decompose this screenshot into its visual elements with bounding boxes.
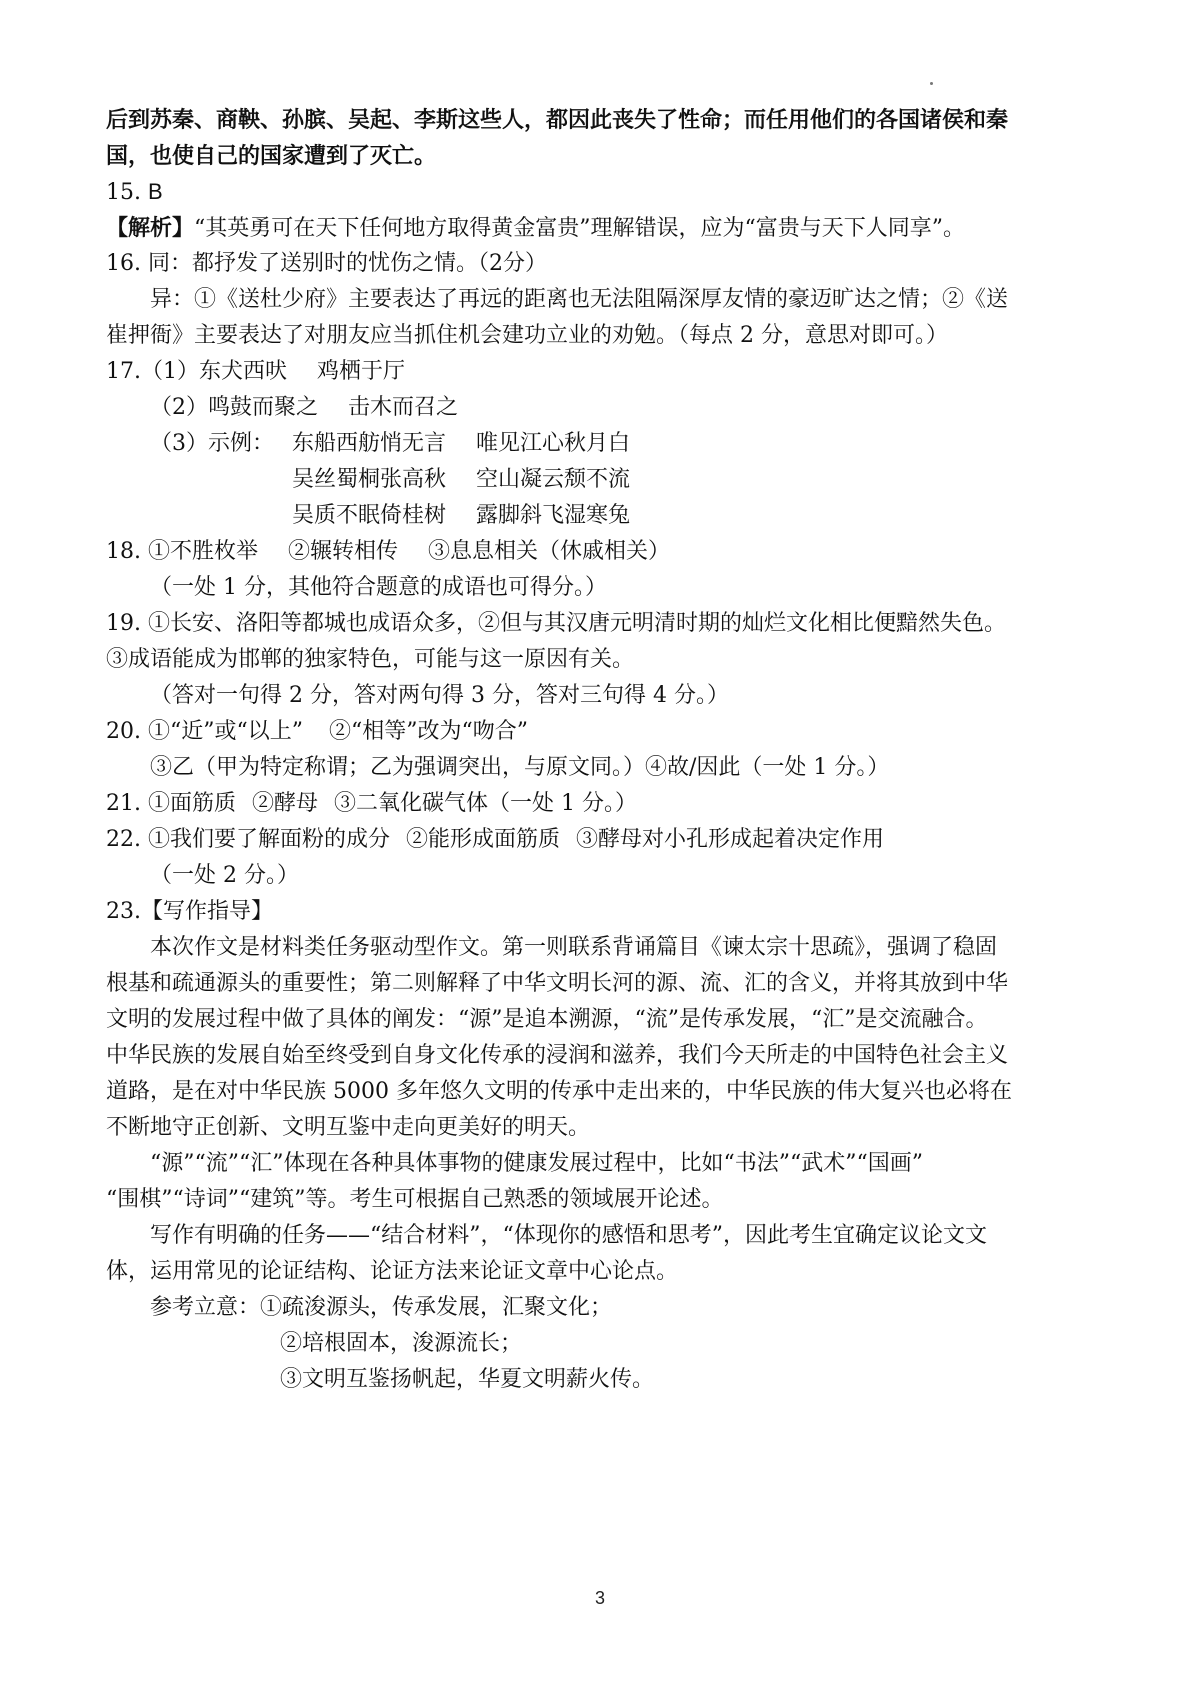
q19-note: （答对一句得 2 分，答对两句得 3 分，答对三句得 4 分。） xyxy=(150,683,729,708)
q17-example-a: 东船西舫悄无言 xyxy=(292,431,447,456)
paragraph-line: 不断地守正创新、文明互鉴中走向更美好的明天。 xyxy=(106,1115,591,1140)
q19-number: 19. xyxy=(106,611,141,636)
q17-item1-label: （1） xyxy=(141,359,199,384)
q22-c: ③酵母对小孔形成起着决定作用 xyxy=(576,827,885,852)
q17-example-row xyxy=(106,462,1106,498)
paragraph-line: 写作有明确的任务——“结合材料”，“体现你的感悟和思考”，因此考生宜确定议论文文 xyxy=(150,1223,987,1248)
q18-note: （一处 1 分，其他符合题意的成语也可得分。） xyxy=(150,575,607,600)
analysis-tag: 【解析】 xyxy=(106,215,195,241)
paragraph-line: 中华民族的发展自始至终受到自身文化传承的浸润和滋养，我们今天所走的中国特色社会主义 xyxy=(106,1043,1009,1068)
q20-line-1 xyxy=(106,714,1106,750)
q17-example-b: 唯见江心秋月白 xyxy=(476,431,631,456)
paragraph-line: 道路，是在对中华民族 5000 多年悠久文明的传承中走出来的，中华民族的伟大复兴也必将在 xyxy=(106,1079,1012,1104)
paragraph-line: “源”“流”“汇”体现在各种具体事物的健康发展过程中，比如“书法”“武术”“国画” xyxy=(150,1151,923,1176)
q21-answers xyxy=(106,786,1106,822)
q19-line1-text: ①长安、洛阳等都城也成语众多，②但与其汉唐元明清时期的灿烂文化相比便黯然失色。 xyxy=(148,611,1007,636)
q22-note: （一处 2 分。） xyxy=(150,863,299,888)
q17-example-a: 吴质不眠倚桂树 xyxy=(292,503,447,528)
q15-number: 15. xyxy=(106,180,141,205)
q23-reference xyxy=(106,1290,1106,1398)
paragraph-line: 体，运用常见的论证结构、论证方法来论证文章中心论点。 xyxy=(106,1259,679,1284)
q17-example-a: 吴丝蜀桐张高秋 xyxy=(292,467,447,492)
q17-example-row xyxy=(106,498,1106,534)
q21-number: 21. xyxy=(106,791,141,816)
q16-diff-line-2: 崔押衙》主要表达了对朋友应当抓住机会建功立业的劝勉。（每点 2 分，意思对即可。） xyxy=(106,323,948,348)
document-body xyxy=(106,102,1106,1398)
continuation-line-1: 后到苏秦、商鞅、孙膑、吴起、李斯这些人，都因此丧失了性命；而任用他们的各国诸侯和秦 xyxy=(106,107,1009,133)
scan-dot xyxy=(930,82,933,85)
q23-paragraph-3 xyxy=(106,1218,1106,1290)
q21-c: ③二氧化碳气体（一处 1 分。） xyxy=(334,791,638,816)
q17-item-1 xyxy=(106,354,1106,390)
q15-answer xyxy=(106,174,1106,210)
q17-item1-b: 鸡栖于厅 xyxy=(317,359,406,384)
q16-same xyxy=(106,246,1106,282)
q17-example-b: 空山凝云颓不流 xyxy=(476,467,631,492)
q20-b: ②“相等”改为“吻合” xyxy=(329,719,528,744)
q20-number: 20. xyxy=(106,719,141,744)
q22-number: 22. xyxy=(106,827,141,852)
reference-row xyxy=(106,1290,1106,1326)
q17-item3-label: （3）示例： xyxy=(150,431,274,456)
q17-item2-b: 击木而召之 xyxy=(348,395,459,420)
reference-label: 参考立意： xyxy=(150,1295,261,1320)
q20-a: ①“近”或“以上” xyxy=(148,719,303,744)
q16-same-text: 同：都抒发了送别时的忧伤之情。（2分） xyxy=(148,251,547,276)
q18-a: ①不胜枚举 xyxy=(148,539,259,564)
q18-number: 18. xyxy=(106,539,141,564)
paragraph-line: 文明的发展过程中做了具体的阐发：“源”是追本溯源，“流”是传承发展，“汇”是交流融合。 xyxy=(106,1007,988,1032)
paragraph-line: “围棋”“诗词”“建筑”等。考生可根据自己熟悉的领域展开论述。 xyxy=(106,1187,724,1212)
q17-number: 17. xyxy=(106,359,141,384)
q17-example-b: 露脚斜飞湿寒兔 xyxy=(476,503,631,528)
q23-heading xyxy=(106,894,1106,930)
q19-line-1 xyxy=(106,606,1106,642)
reference-item: ②培根固本，浚源流长； xyxy=(280,1331,523,1356)
q17-item2-label: （2） xyxy=(150,395,208,420)
q23-number: 23. xyxy=(106,899,141,924)
q21-b: ②酵母 xyxy=(252,791,319,816)
q23-heading-text: 【写作指导】 xyxy=(141,899,274,924)
reference-item: ①疏浚源头，传承发展，汇聚文化； xyxy=(260,1295,613,1320)
q19-line-2: ③成语能成为邯郸的独家特色，可能与这一原因有关。 xyxy=(106,647,635,672)
q17-item-2 xyxy=(106,390,1106,426)
page-number: 3 xyxy=(594,1588,605,1608)
q23-paragraph-2 xyxy=(106,1146,1106,1218)
q16-diff-line-1: 异：①《送杜少府》主要表达了再远的距离也无法阻隔深厚友情的豪迈旷达之情；②《送 xyxy=(150,287,1009,312)
continuation-line-2: 国，也使自己的国家遭到了灭亡。 xyxy=(106,143,437,169)
reference-item: ③文明互鉴扬帆起，华夏文明薪火传。 xyxy=(280,1367,655,1392)
paragraph-line: 本次作文是材料类任务驱动型作文。第一则联系背诵篇目《谏太宗十思疏》，强调了稳固 xyxy=(150,935,998,960)
q23-paragraph-1 xyxy=(106,930,1106,1146)
q15-choice: B xyxy=(148,179,163,204)
q15-analysis xyxy=(106,210,1106,246)
q18-b: ②辗转相传 xyxy=(288,539,399,564)
q17-item-3 xyxy=(106,426,1106,462)
q16-number: 16. xyxy=(106,251,141,276)
paragraph-line: 根基和疏通源头的重要性；第二则解释了中华文明长河的源、流、汇的含义，并将其放到中华 xyxy=(106,971,1009,996)
q22-answers xyxy=(106,822,1106,858)
q20-line-2: ③乙（甲为特定称谓；乙为强调突出，与原文同。）④故/因此（一处 1 分。） xyxy=(150,755,890,780)
q21-a: ①面筋质 xyxy=(148,791,237,816)
q18-answers xyxy=(106,534,1106,570)
q22-a: ①我们要了解面粉的成分 xyxy=(148,827,391,852)
q15-analysis-text: “其英勇可在天下任何地方取得黄金富贵”理解错误，应为“富贵与天下人同享”。 xyxy=(194,216,966,241)
q17-item1-a: 东犬西吠 xyxy=(199,359,288,384)
q22-b: ②能形成面筋质 xyxy=(406,827,561,852)
q18-c: ③息息相关（休戚相关） xyxy=(428,539,671,564)
q17-item2-a: 鸣鼓而聚之 xyxy=(208,395,319,420)
